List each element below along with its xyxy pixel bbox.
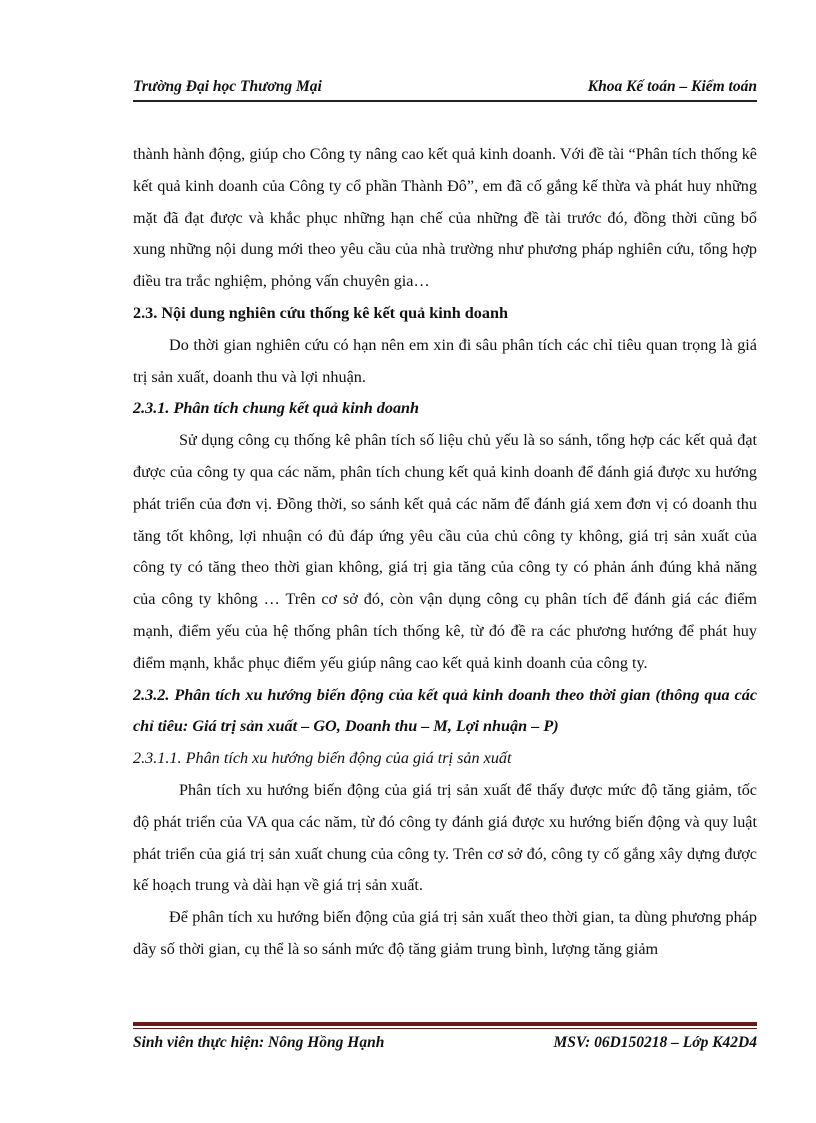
paragraph-production-value: Phân tích xu hướng biến động của giá trị sản xuất để thấy được mức độ tăng giảm, tốc độ phát triển của VA qua các năm, từ đó công ty đánh giá được xu hướng biến động và quy luật phát triển của giá trị sản xuất chung của công ty. Trên cơ sở đó, công ty cố gắng xây dựng được kế hoạch trung và dài hạn về giá trị sản xuất. — [133, 780, 757, 895]
paragraph-scope: Do thời gian nghiên cứu có hạn nên em xin đi sâu phân tích các chỉ tiêu quan trọng là giá trị sản xuất, doanh thu và lợi nhuận. — [133, 335, 757, 386]
page-header — [133, 74, 757, 102]
heading-2-3-1-1: 2.3.1.1. Phân tích xu hướng biến động của giá trị sản xuất — [133, 749, 512, 768]
heading-2-3-2: 2.3.2. Phân tích xu hướng biến động của kết quả kinh doanh theo thời gian (thông qua các chỉ tiêu: Giá trị sản xuất – GO, Doanh thu – M, Lợi nhuận – P) — [133, 685, 757, 736]
header-rule — [133, 100, 757, 102]
header-school: Trường Đại học Thương Mại — [133, 78, 322, 95]
heading-2-3: 2.3. Nội dung nghiên cứu thống kê kết quả kinh doanh — [133, 303, 508, 322]
paragraph-general-analysis: Sử dụng công cụ thống kê phân tích số liệu chủ yếu là so sánh, tổng hợp các kết quả đạt được của công ty qua các năm, phân tích chung kết quả kinh doanh để đánh giá được xu hướng phát triển của đơn vị. Đồng thời, so sánh kết quả các năm để đánh giá xem đơn vị có doanh thu tăng tốt không, lợi nhuận có đủ đáp ứng yêu cầu của chủ công ty không, giá trị sản xuất của công ty có tăng theo thời gian không, giá trị gia tăng của công ty có phản ánh đúng khả năng của công ty không … Trên cơ sở đó, còn vận dụng công cụ phân tích để đánh giá các điểm mạnh, điểm yếu của hệ thống phân tích thống kê, từ đó đề ra các phương hướng để phát huy điểm mạnh, khắc phục điểm yếu giúp nâng cao kết quả kinh doanh của công ty. — [133, 431, 757, 672]
paragraph-time-series: Để phân tích xu hướng biến động của giá trị sản xuất theo thời gian, ta dùng phương pháp dãy số thời gian, cụ thể là so sánh mức độ tăng giảm trung bình, lượng tăng giảm — [133, 908, 757, 958]
footer-student: Sinh viên thực hiện: Nông Hồng Hạnh — [133, 1034, 385, 1051]
heading-2-3-1: 2.3.1. Phân tích chung kết quả kinh doanh — [133, 399, 420, 418]
document-body — [133, 139, 757, 966]
footer-rule-thin — [133, 1028, 757, 1029]
page-footer — [133, 1022, 757, 1051]
footer-student-id: MSV: 06D150218 – Lớp K42D4 — [553, 1034, 757, 1051]
header-faculty: Khoa Kế toán – Kiểm toán — [587, 78, 757, 95]
footer-rule — [133, 1022, 757, 1026]
paragraph-intro-continued: thành hành động, giúp cho Công ty nâng cao kết quả kinh doanh. Với đề tài “Phân tích thống kê kết quả kinh doanh của Công ty cổ phần Thành Đô”, em đã cố gắng kế thừa và phát huy những mặt đã đạt được và khắc phục những hạn chế của những đề tài trước đó, đồng thời cũng bổ xung những nội dung mới theo yêu cầu của nhà trường như phương pháp nghiên cứu, tổng hợp điều tra trắc nghiệm, phỏng vấn chuyên gia… — [133, 145, 757, 291]
